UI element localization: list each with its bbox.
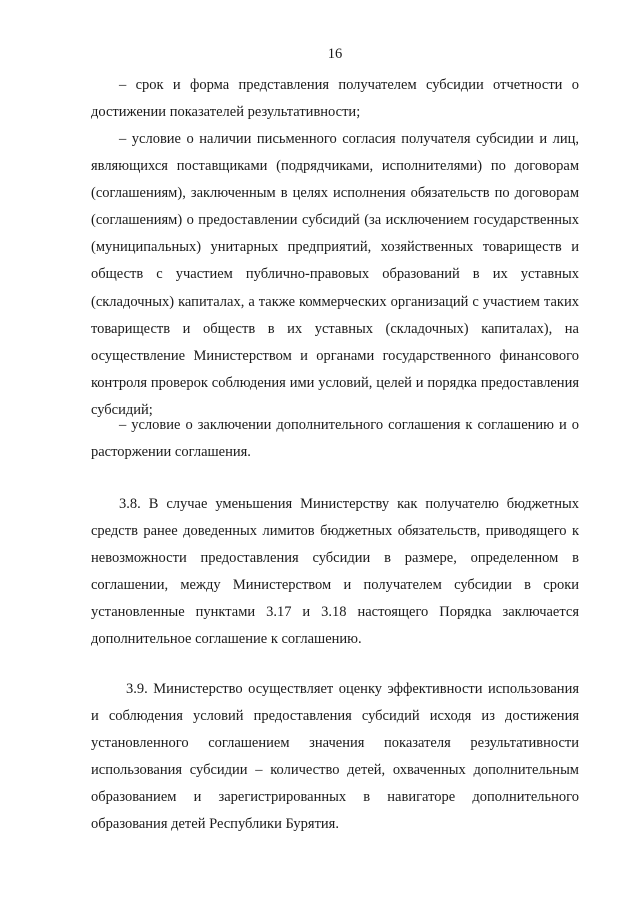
page-number: 16	[327, 46, 343, 62]
paragraph-report-deadline: – срок и форма представления получателем субсидии отчетности о достижении показателей результативности;	[91, 77, 579, 121]
paragraph-additional-agreement: – условие о заключении дополнительного соглашения к соглашению и о расторжении соглашения.	[91, 417, 579, 461]
paragraph-section-3-9: 3.9. Министерство осуществляет оценку эффективности использования и соблюдения условий предоставления субсидий исходя из достижения установленного соглашением значения показателя результативности использования субсидии – количество детей, охваченных дополнительным образованием и зарегистрированных в навигаторе дополнительного образования детей Республики Бурятия.	[91, 681, 579, 833]
paragraph-written-consent: – условие о наличии письменного согласия получателя субсидии и лиц, являющихся поставщиками (подрядчиками, исполнителями) по договорам (соглашениям), заключенным в целях исполнения обязательств по договорам (соглашениям) о предоставлении субсидий (за исключением государственных (муниципальных) унитарных предприятий, хозяйственных товариществ и обществ с участием публично-правовых образований в их уставных (складочных) капиталах, а также коммерческих организаций с участием таких товариществ и обществ в их уставных (складочных) капиталах), на осуществление Министерством и органами государственного финансового контроля проверок соблюдения ими условий, целей и порядка предоставления субсидий;	[91, 131, 579, 418]
paragraph-section-3-8: 3.8. В случае уменьшения Министерству как получателю бюджетных средств ранее доведенных лимитов бюджетных обязательств, приводящего к невозможности предоставления субсидии в размере, определенном в соглашении, между Министерством и получателем субсидии в сроки установленные пунктами 3.17 и 3.18 настоящего Порядка заключается дополнительное соглашение к соглашению.	[91, 496, 579, 648]
